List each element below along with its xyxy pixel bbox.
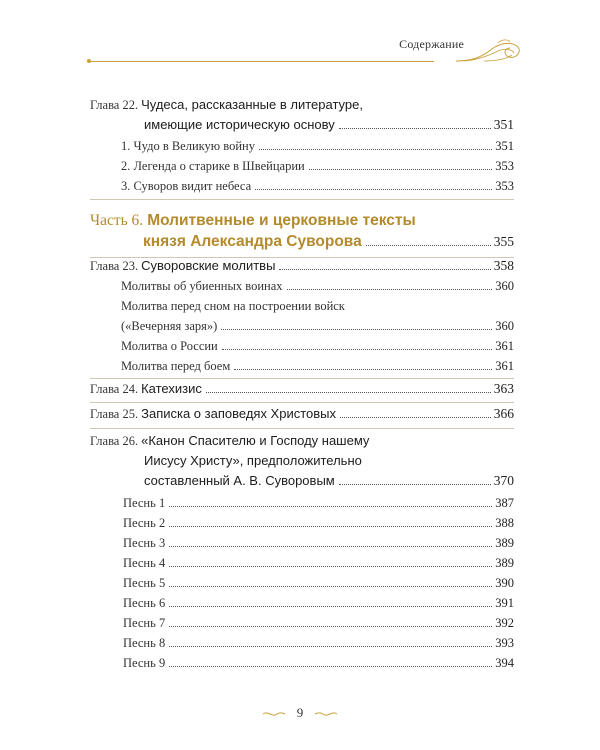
entry-title: 3. Суворов видит небеса xyxy=(121,179,252,193)
page-number: 363 xyxy=(493,381,514,396)
dot-leader xyxy=(309,169,493,170)
toc-entry-chapter-26-cont[interactable] xyxy=(144,472,514,490)
page-number: 394 xyxy=(495,656,514,670)
page-number: 392 xyxy=(495,616,514,630)
toc-entry-part-6[interactable] xyxy=(90,211,514,231)
toc-entry-song[interactable] xyxy=(123,534,514,552)
chapter-title: Чудеса, рассказанные в литературе, xyxy=(141,97,363,112)
dot-leader xyxy=(255,189,492,190)
page-number: 361 xyxy=(495,359,514,373)
page-number: 370 xyxy=(493,473,514,488)
chapter-label: Глава 23. xyxy=(90,259,139,273)
toc-entry[interactable] xyxy=(121,297,514,315)
page-number: 389 xyxy=(495,556,514,570)
entry-title: Песнь 1 xyxy=(123,496,166,510)
page-number: 353 xyxy=(495,179,514,193)
dot-leader xyxy=(169,626,492,627)
toc-entry-chapter-23[interactable] xyxy=(90,257,514,275)
dot-leader xyxy=(340,417,491,418)
page-number: 389 xyxy=(495,536,514,550)
page-number: 366 xyxy=(493,406,514,421)
page-number: 360 xyxy=(495,319,514,333)
entry-title: 2. Легенда о старике в Швейцарии xyxy=(121,159,305,173)
toc-entry-part-6-cont[interactable] xyxy=(143,232,514,252)
toc-entry-song[interactable] xyxy=(123,634,514,652)
chapter-title: «Канон Спасителю и Господу нашему xyxy=(141,433,370,448)
part-title: князя Александра Суворова xyxy=(143,233,362,250)
page-number: 358 xyxy=(493,258,514,273)
entry-title: Молитва перед сном на построении войск xyxy=(121,299,345,313)
section-divider xyxy=(90,378,514,379)
toc-entry[interactable] xyxy=(121,337,514,355)
page-number: 388 xyxy=(495,516,514,530)
toc-entry-song[interactable] xyxy=(123,494,514,512)
entry-title: Молитва перед боем xyxy=(121,359,231,373)
entry-title: Песнь 8 xyxy=(123,636,166,650)
chapter-title: Суворовские молитвы xyxy=(141,258,276,273)
header-title: Содержание xyxy=(399,37,464,51)
toc-entry-song[interactable] xyxy=(123,514,514,532)
toc-entry[interactable] xyxy=(121,157,514,175)
page-number: 393 xyxy=(495,636,514,650)
toc-entry-song[interactable] xyxy=(123,574,514,592)
page-number: 355 xyxy=(493,234,514,249)
toc-entry-chapter-24[interactable] xyxy=(90,380,514,398)
toc-entry-song[interactable] xyxy=(123,594,514,612)
page-number-footer: 9 xyxy=(296,705,304,720)
entry-title: 1. Чудо в Великую войну xyxy=(121,139,255,153)
toc-entry-song[interactable] xyxy=(123,654,514,672)
page-number: 351 xyxy=(495,139,514,153)
entry-title: Песнь 2 xyxy=(123,516,166,530)
chapter-title: составленный А. В. Суворовым xyxy=(144,473,335,488)
section-divider xyxy=(90,402,514,403)
section-divider xyxy=(90,199,514,200)
toc-entry-chapter-26-cont[interactable] xyxy=(144,452,514,470)
dot-leader xyxy=(259,149,492,150)
entry-title: Песнь 5 xyxy=(123,576,166,590)
dot-leader xyxy=(279,269,490,270)
part-title: Молитвенные и церковные тексты xyxy=(147,212,416,229)
entry-title: («Вечерняя заря») xyxy=(121,319,218,333)
dot-leader xyxy=(169,546,492,547)
dot-leader xyxy=(169,606,492,607)
toc-entry-song[interactable] xyxy=(123,614,514,632)
part-label: Часть 6. xyxy=(90,212,144,229)
chapter-label: Глава 25. xyxy=(90,407,139,421)
dot-leader xyxy=(169,666,492,667)
dot-leader xyxy=(339,484,491,485)
toc-entry[interactable] xyxy=(121,177,514,195)
dot-leader xyxy=(339,128,491,129)
flourish-right-icon xyxy=(314,709,338,719)
dot-leader xyxy=(169,526,492,527)
toc-entry-chapter-26[interactable] xyxy=(90,432,514,450)
dot-leader xyxy=(169,646,492,647)
dot-leader xyxy=(222,349,493,350)
chapter-label: Глава 22. xyxy=(90,98,139,112)
entry-title: Песнь 3 xyxy=(123,536,166,550)
entry-title: Песнь 7 xyxy=(123,616,166,630)
chapter-title: Катехизис xyxy=(141,381,202,396)
page-number: 351 xyxy=(493,117,514,132)
chapter-title: имеющие историческую основу xyxy=(144,117,335,132)
flourish-ornament-icon xyxy=(454,33,524,69)
dot-leader xyxy=(366,245,491,246)
dot-leader xyxy=(287,289,493,290)
page-number: 391 xyxy=(495,596,514,610)
dot-leader xyxy=(221,329,492,330)
toc-entry-chapter-22[interactable] xyxy=(90,96,514,114)
entry-title: Молитва о России xyxy=(121,339,218,353)
page-number: 361 xyxy=(495,339,514,353)
page-number: 390 xyxy=(495,576,514,590)
dot-leader xyxy=(169,586,492,587)
entry-title: Песнь 9 xyxy=(123,656,166,670)
chapter-label: Глава 24. xyxy=(90,382,139,396)
header-rule-dot xyxy=(87,59,91,63)
flourish-left-icon xyxy=(262,709,286,719)
chapter-title: Записка о заповедях Христовых xyxy=(141,406,337,421)
toc-entry[interactable] xyxy=(121,317,514,335)
section-divider xyxy=(90,428,514,429)
dot-leader xyxy=(206,392,491,393)
entry-title: Песнь 6 xyxy=(123,596,166,610)
page-number: 353 xyxy=(495,159,514,173)
toc-entry-chapter-25[interactable] xyxy=(90,405,514,423)
toc-entry-chapter-22-cont[interactable] xyxy=(144,116,514,134)
toc-entry[interactable] xyxy=(121,137,514,155)
header-rule xyxy=(90,61,434,62)
dot-leader xyxy=(169,506,492,507)
running-header xyxy=(90,33,524,69)
entry-title: Молитвы об убиенных воинах xyxy=(121,279,283,293)
page-number: 387 xyxy=(495,496,514,510)
toc-entry[interactable] xyxy=(121,277,514,295)
dot-leader xyxy=(169,566,492,567)
page-number: 360 xyxy=(495,279,514,293)
chapter-label: Глава 26. xyxy=(90,434,139,448)
chapter-title: Иисусу Христу», предположительно xyxy=(144,453,362,468)
entry-title: Песнь 4 xyxy=(123,556,166,570)
toc-entry-song[interactable] xyxy=(123,554,514,572)
page-footer xyxy=(0,705,600,725)
toc-entry[interactable] xyxy=(121,357,514,375)
dot-leader xyxy=(234,369,492,370)
